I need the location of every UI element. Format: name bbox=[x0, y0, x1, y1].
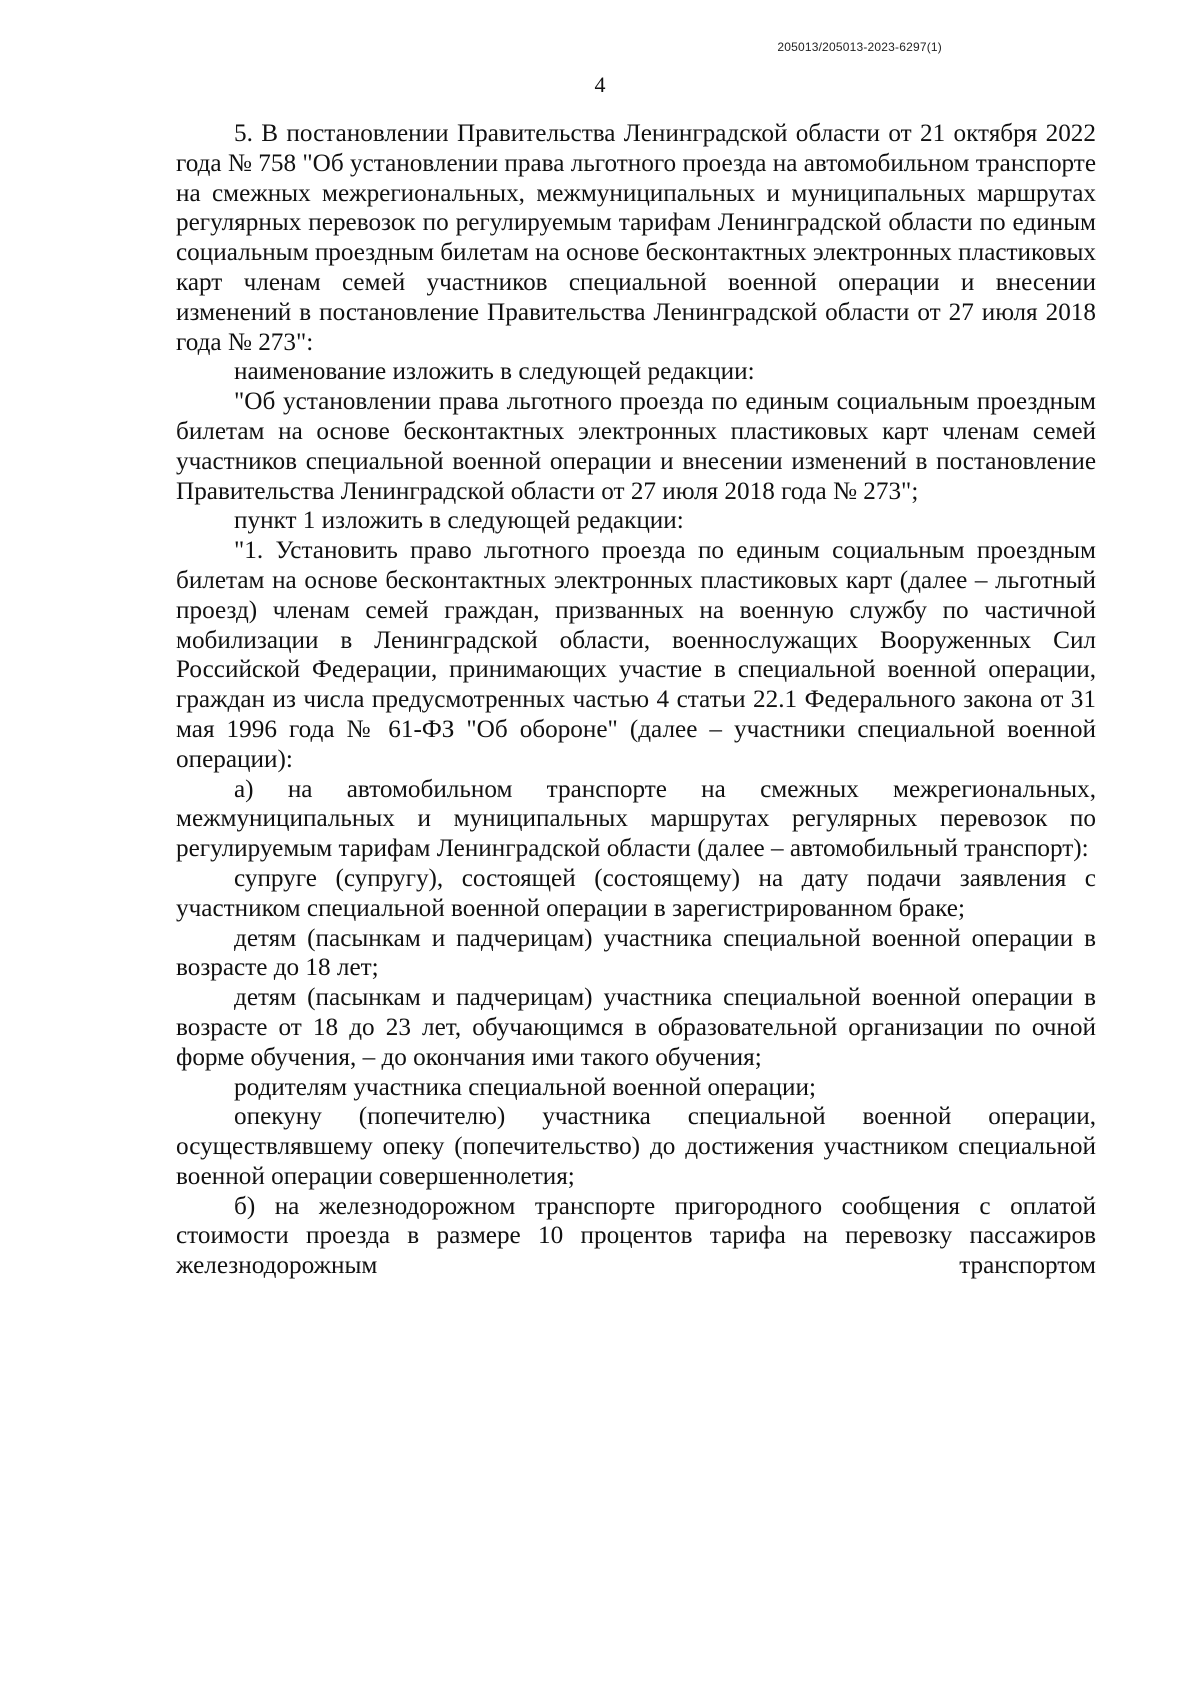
paragraph-item-5: 5. В постановлении Правительства Ленинградской области от 21 октября 2022 года № 758 "Об установлении права льготного проезда на автомобильном транспорте на смежных межрегиональных, межмуниципальных и муниципальных маршрутах регулярных перевозок по регулируемым тарифам Ленинградской области по единым социальным проездным билетам на основе бесконтактных электронных пластиковых карт членам семей участников специальной военной операции и внесении изменений в постановление Правительства Ленинградской области от 27 июля 2018 года № 273": bbox=[176, 120, 1096, 356]
paragraph-subpoint-a: а) на автомобильном транспорте на смежных межрегиональных, межмуниципальных и муниципальных маршрутах регулярных перевозок по регулируемым тарифам Ленинградской области (далее – автомобильный транспорт): bbox=[176, 775, 1096, 863]
paragraph-parents: родителям участника специальной военной операции; bbox=[234, 1073, 816, 1101]
document-body bbox=[176, 119, 1096, 1281]
paragraph-guardian: опекуну (попечителю) участника специальной военной операции, осуществлявшему опеку (попечительство) до достижения участником специальной военной операции совершеннолетия; bbox=[176, 1103, 1096, 1190]
document-id: 205013/205013-2023-6297(1) bbox=[777, 40, 942, 54]
paragraph-point1-instruction: пункт 1 изложить в следующей редакции: bbox=[234, 507, 684, 535]
paragraph-title-instruction: наименование изложить в следующей редакции: bbox=[234, 358, 755, 386]
paragraph-new-title: "Об установлении права льготного проезда по единым социальным проездным билетам на основе бесконтактных электронных пластиковых карт членам семей участников специальной военной операции и внесении изменений в постановление Правительства Ленинградской области от 27 июля 2018 года № 273"; bbox=[176, 388, 1096, 505]
paragraph-subpoint-b: б) на железнодорожном транспорте пригородного сообщения с оплатой стоимости проезда в размере 10 процентов тарифа на перевозку пассажиров железнодорожным транспортом bbox=[176, 1192, 1096, 1280]
paragraph-children-18-23: детям (пасынкам и падчерицам) участника специальной военной операции в возрасте от 18 до 23 лет, обучающимся в образовательной организации по очной форме обучения, – до окончания ими такого обучения; bbox=[176, 984, 1096, 1071]
paragraph-spouse: супруге (супругу), состоящей (состоящему) на дату подачи заявления с участником специальной военной операции в зарегистрированном браке; bbox=[176, 864, 1096, 922]
paragraph-point1-text: "1. Установить право льготного проезда по единым социальным проездным билетам на основе бесконтактных электронных пластиковых карт (далее – льготный проезд) членам семей граждан, призванных на военную службу по частичной мобилизации в Ленинградской области, военнослужащих Вооруженных Сил Российской Федерации, принимающих участие в специальной военной операции, граждан из числа предусмотренных частью 4 статьи 22.1 Федерального закона от 31 мая 1996 года № 61-ФЗ "Об обороне" (далее – участники специальной военной операции): bbox=[176, 537, 1096, 773]
page-number: 4 bbox=[594, 72, 606, 97]
paragraph-children-under-18: детям (пасынкам и падчерицам) участника специальной военной операции в возрасте до 18 лет; bbox=[176, 924, 1096, 982]
